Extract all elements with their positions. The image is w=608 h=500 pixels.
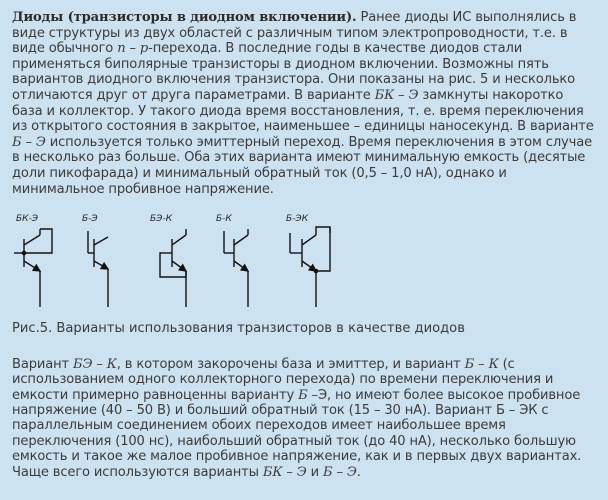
label-b-e: Б-Э: [82, 214, 98, 225]
variant-bk-e: БК – Э: [374, 87, 419, 103]
transistor-diagram-figure: [12, 209, 596, 309]
text-run: -перехода. В последние годы в качестве диодов стали применяться биполярные транзисторы в диодном включении. Возможны пять вариантов диодного включения транзистора. Они показаны на рис. 5 и несколько отличаются друг от друга параметрами. В варианте: [12, 41, 576, 103]
paragraph-diodes: [12, 10, 596, 197]
math-p: p: [139, 41, 149, 57]
label-bk-e: БК-Э: [16, 214, 39, 225]
text-run: используется только эмиттерный переход. Время переключения в этом случае в несколько раз больше. Оба этих варианта имеют минимальную емкость (десятые доли пикофарада) и минимальный обратный ток (0,5 – 1,0 нА), однако и минимальное пробивное напряжение.: [12, 134, 592, 197]
label-b-ek: Б-ЭК: [286, 214, 309, 225]
section-heading: Диоды (транзисторы в диодном включении).: [12, 10, 357, 25]
label-b-k: Б-К: [216, 214, 232, 225]
text-run: и: [306, 464, 324, 480]
text-run: –: [125, 41, 140, 57]
label-be-k: БЭ-К: [150, 214, 173, 225]
transistor-b-e: [88, 231, 108, 307]
variant-be-k: БЭ – К: [73, 356, 117, 372]
figure-caption: Рис.5. Варианты использования транзисторов в качестве диодов: [12, 321, 465, 337]
transistor-b-ek: [290, 227, 330, 307]
variant-b-e-ref2: Б – Э: [323, 464, 357, 480]
math-n: n: [117, 41, 126, 57]
text-run: , в котором закорочены база и эмиттер, и вариант: [116, 356, 465, 372]
transistor-b-k: [224, 229, 248, 307]
paragraph-variants: [12, 357, 596, 480]
text-run: (с использованием одного коллекторного перехода) по времени переключения и емкости примерно равноценны варианту: [12, 356, 554, 403]
variant-bk-e-ref: БК – Э: [262, 464, 307, 480]
variant-b-e-ref: Б –: [298, 387, 318, 403]
text-run: Э, но имеют более высокое пробивное напряжение (40 – 50 В) и больший обратный ток (15 – 30 нА). Вариант Б – ЭК с параллельным соединением обоих переходов имеет наибольшее время переключения (100 нс), наибольший обратный ток (до 40 нА), несколько большую емкость и такое же малое пробивное напряжение, как и в первых двух вариантах. Чаще всего используются варианты: [12, 387, 582, 480]
text-run: .: [356, 464, 361, 480]
text-run: Ранее диоды ИС выполнялись в виде структуры из двух областей с различным типом электропроводности, т.е. в виде обычного: [12, 10, 577, 57]
text-run: Вариант: [12, 356, 74, 372]
transistor-be-k: [160, 229, 186, 307]
variant-b-k: Б – К: [464, 356, 499, 372]
text-run: замкнуты накоротко база и коллектор. У такого диода время восстановления, т. е. время переключения из открытого состояния в закрытое, наименьшее – единицы наносекунд. В варианте: [12, 87, 594, 135]
variant-b-e: Б – Э: [12, 134, 46, 150]
transistor-diagram: [12, 209, 596, 309]
transistor-bk-e: [14, 229, 52, 307]
